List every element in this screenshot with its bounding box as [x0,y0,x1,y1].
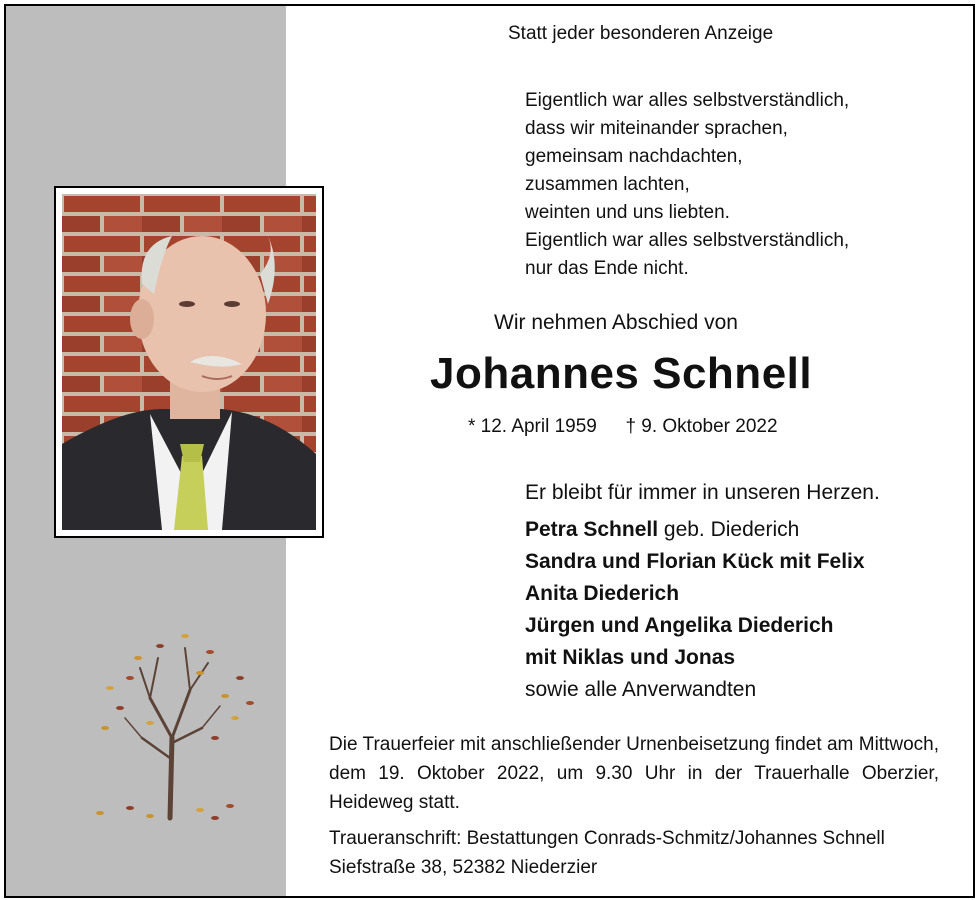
remembrance-line: Er bleibt für immer in unseren Herzen. [525,481,880,504]
portrait-illustration [62,194,316,530]
mourner-line: Sandra und Florian Kück mit Felix [525,550,865,573]
poem-line: dass wir miteinander sprachen, [525,118,788,139]
mourner-name: Petra Schnell [525,518,659,541]
poem-line: Eigentlich war alles selbstverständlich, [525,90,850,111]
farewell-intro: Wir nehmen Abschied von [494,311,738,334]
ceremony-info: Die Trauerfeier mit anschließender Urnenbeisetzung findet am Mittwoch, dem 19. Oktober 2022, um 9.30 Uhr in der Trauerhalle Oberzier, Heideweg statt. [329,734,939,813]
death-date: † 9. Oktober 2022 [625,416,778,437]
mourner-line: Jürgen und Angelika Diederich [525,614,834,637]
poem-line: gemeinsam nachdachten, [525,146,743,167]
address-line: Siefstraße 38, 52382 Niederzier [329,857,598,878]
life-dates [468,416,782,438]
header-notice: Statt jeder besonderen Anzeige [508,23,774,44]
condolence-address [329,824,885,882]
mourners-list [525,514,865,706]
deceased-name: Johannes Schnell [430,349,813,398]
portrait-frame [54,186,324,538]
mourner-line: mit Niklas und Jonas [525,646,736,669]
mourner-line [525,514,865,546]
mourner-line: Anita Diederich [525,582,680,605]
obituary-notice [4,4,975,898]
poem-line: weinten und uns liebten. [525,202,730,223]
mourner-maiden-name: geb. Diederich [658,518,800,541]
poem-line: zusammen lachten, [525,174,690,195]
poem [525,87,849,283]
address-line: Traueranschrift: Bestattungen Conrads-Schmitz/Johannes Schnell [329,828,885,849]
poem-line: Eigentlich war alles selbstverständlich, [525,230,850,251]
birth-date: * 12. April 1959 [468,416,597,437]
portrait-photo [62,194,316,530]
autumn-tree-icon [90,618,260,828]
mourner-line: sowie alle Anverwandten [525,678,757,701]
poem-line: nur das Ende nicht. [525,258,689,279]
